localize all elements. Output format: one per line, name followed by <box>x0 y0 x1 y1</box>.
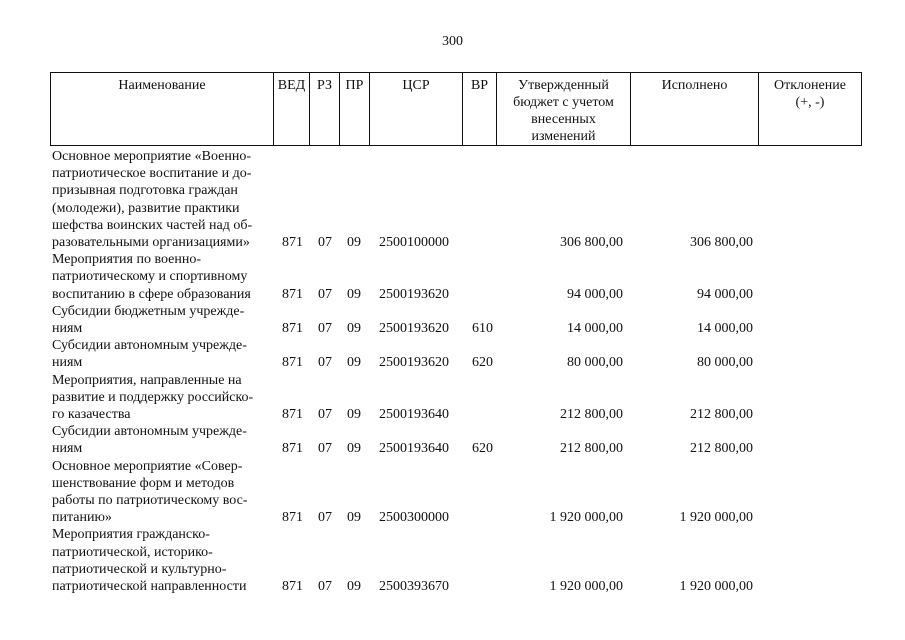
header-vr: ВР <box>463 73 497 145</box>
row-rz: 07 <box>318 579 332 595</box>
row-csr: 2500193620 <box>379 321 449 337</box>
row-name-line: Субсидии автономным учрежде- <box>52 338 247 354</box>
row-name-line: воспитанию в сфере образования <box>52 286 251 302</box>
row-pr: 09 <box>347 355 361 371</box>
table-row <box>50 303 862 337</box>
row-csr: 2500193640 <box>379 441 449 457</box>
row-pr: 09 <box>347 441 361 457</box>
row-name-line: шенствование форм и методов <box>52 475 235 491</box>
header-rz: РЗ <box>310 73 340 145</box>
row-name <box>50 337 272 371</box>
row-name-line: разовательными организациями» <box>52 235 250 251</box>
row-name-line: Субсидии автономным учрежде- <box>52 424 247 440</box>
row-csr: 2500393670 <box>379 579 449 595</box>
row-name-line: ниям <box>52 441 83 457</box>
row-name-line: Субсидии бюджетным учрежде- <box>52 303 245 319</box>
row-done: 212 800,00 <box>690 441 753 457</box>
table-row <box>50 148 862 251</box>
row-rz: 07 <box>318 510 332 526</box>
row-done: 14 000,00 <box>697 321 753 337</box>
row-name-line: го казачества <box>52 407 131 423</box>
row-vr: 610 <box>472 321 493 337</box>
row-name <box>50 303 272 337</box>
row-name <box>50 251 272 303</box>
table-row <box>50 337 862 371</box>
row-name-line: Мероприятия, направленные на <box>52 372 242 388</box>
row-csr: 2500100000 <box>379 235 449 251</box>
row-name-line: патриотическому и спортивному <box>52 269 248 285</box>
row-name <box>50 458 272 527</box>
row-name-line: развитие и поддержку российско- <box>52 389 254 405</box>
table-body <box>50 148 862 595</box>
row-name <box>50 372 272 424</box>
row-ved: 871 <box>282 235 303 251</box>
row-name-line: призывная подготовка граждан <box>52 183 238 199</box>
row-csr: 2500193620 <box>379 286 449 302</box>
table-row <box>50 372 862 424</box>
row-name-line: Основное мероприятие «Военно- <box>52 149 251 164</box>
row-rz: 07 <box>318 321 332 337</box>
table-row <box>50 526 862 595</box>
row-csr: 2500300000 <box>379 510 449 526</box>
row-pr: 09 <box>347 407 361 423</box>
page-number: 300 <box>442 34 463 49</box>
row-budget: 212 800,00 <box>560 407 623 423</box>
row-budget: 306 800,00 <box>560 235 623 251</box>
row-pr: 09 <box>347 235 361 251</box>
row-name-line: шефства воинских частей над об- <box>52 217 253 233</box>
header-ved: ВЕД <box>274 73 310 145</box>
row-csr: 2500193640 <box>379 407 449 423</box>
row-rz: 07 <box>318 235 332 251</box>
header-budget: Утвержденный бюджет с учетом внесенных изменений <box>497 73 631 145</box>
row-budget: 94 000,00 <box>567 286 623 302</box>
row-pr: 09 <box>347 510 361 526</box>
row-name-line: питанию» <box>52 510 112 526</box>
row-name-line: Мероприятия гражданско- <box>52 527 210 543</box>
header-done: Исполнено <box>631 73 759 145</box>
header-pr: ПР <box>340 73 370 145</box>
header-csr: ЦСР <box>370 73 463 145</box>
row-done: 306 800,00 <box>690 235 753 251</box>
row-ved: 871 <box>282 321 303 337</box>
row-rz: 07 <box>318 407 332 423</box>
table-header <box>50 72 862 146</box>
row-name-line: ниям <box>52 355 83 371</box>
row-name <box>50 526 272 595</box>
row-ved: 871 <box>282 407 303 423</box>
row-name <box>50 148 272 251</box>
row-ved: 871 <box>282 510 303 526</box>
row-rz: 07 <box>318 355 332 371</box>
row-vr: 620 <box>472 441 493 457</box>
table-row <box>50 251 862 303</box>
row-budget: 14 000,00 <box>567 321 623 337</box>
row-rz: 07 <box>318 286 332 302</box>
row-name-line: патриотическое воспитание и до- <box>52 166 252 182</box>
row-pr: 09 <box>347 321 361 337</box>
row-done: 1 920 000,00 <box>679 579 753 595</box>
row-csr: 2500193620 <box>379 355 449 371</box>
row-ved: 871 <box>282 579 303 595</box>
table-row <box>50 458 862 527</box>
row-name <box>50 423 272 457</box>
row-name-line: Основное мероприятие «Совер- <box>52 458 243 474</box>
row-done: 212 800,00 <box>690 407 753 423</box>
row-pr: 09 <box>347 579 361 595</box>
row-budget: 212 800,00 <box>560 441 623 457</box>
row-name-line: ниям <box>52 321 83 337</box>
row-done: 94 000,00 <box>697 286 753 302</box>
header-name: Наименование <box>51 73 274 145</box>
row-budget: 80 000,00 <box>567 355 623 371</box>
row-name-line: Мероприятия по военно- <box>52 252 201 268</box>
row-name-line: патриотической, историко- <box>52 544 213 560</box>
row-done: 80 000,00 <box>697 355 753 371</box>
row-vr: 620 <box>472 355 493 371</box>
row-pr: 09 <box>347 286 361 302</box>
row-budget: 1 920 000,00 <box>549 510 623 526</box>
table-row <box>50 423 862 457</box>
row-rz: 07 <box>318 441 332 457</box>
row-budget: 1 920 000,00 <box>549 579 623 595</box>
row-name-line: патриотической направленности <box>52 579 247 595</box>
row-ved: 871 <box>282 355 303 371</box>
row-done: 1 920 000,00 <box>679 510 753 526</box>
row-ved: 871 <box>282 286 303 302</box>
header-deviation: Отклонение (+, -) <box>774 78 846 110</box>
row-name-line: патриотической и культурно- <box>52 561 227 577</box>
row-name-line: (молодежи), развитие практики <box>52 200 240 216</box>
row-ved: 871 <box>282 441 303 457</box>
row-name-line: работы по патриотическому вос- <box>52 493 248 509</box>
